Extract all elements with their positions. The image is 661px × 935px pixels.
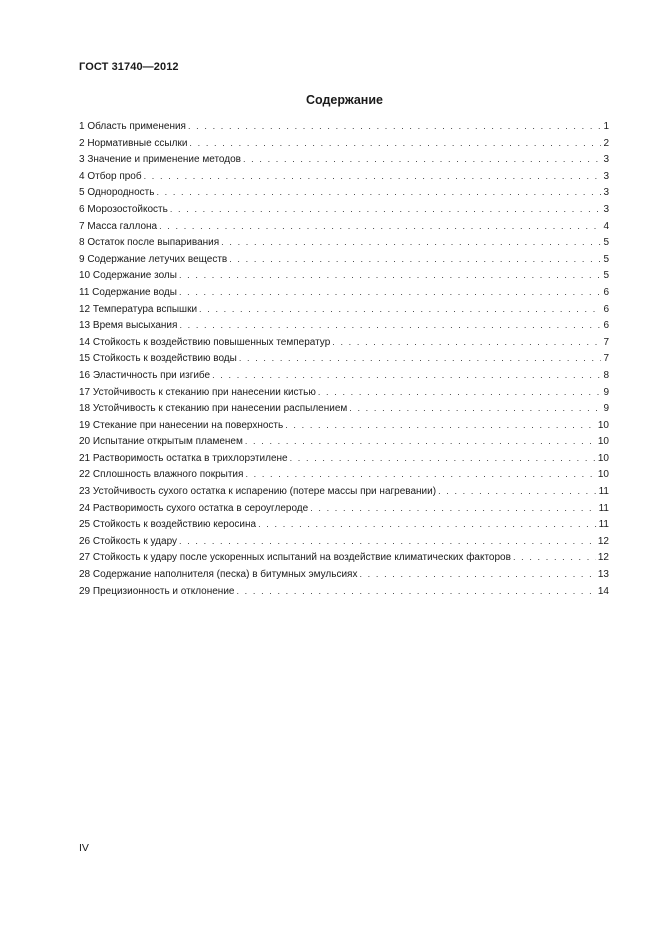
toc-entry-page: 9 [603, 386, 609, 398]
toc-entry-title: 13 Время высыхания [79, 320, 178, 332]
toc-entry-page: 6 [603, 303, 609, 315]
toc-entry-page: 8 [603, 369, 609, 381]
toc-entry-page: 5 [603, 270, 609, 282]
toc-leader-dots [236, 583, 595, 600]
toc-entry[interactable] [79, 583, 609, 600]
toc-entry-page: 6 [603, 320, 609, 332]
toc-leader-dots [243, 151, 601, 168]
toc-entry[interactable] [79, 135, 609, 152]
toc-entry-page: 3 [603, 170, 609, 182]
toc-entry-title: 22 Сплошность влажного покрытия [79, 469, 244, 481]
toc-entry-page: 3 [603, 154, 609, 166]
toc-entry-title: 25 Стойкость к воздействию керосина [79, 519, 257, 531]
toc-leader-dots [290, 450, 596, 467]
toc-leader-dots [438, 483, 597, 500]
toc-entry-title: 12 Температура вспышки [79, 303, 198, 315]
toc-leader-dots [513, 549, 596, 566]
toc-leader-dots [245, 466, 595, 483]
toc-entry[interactable] [79, 549, 609, 566]
toc-leader-dots [179, 533, 596, 550]
toc-entry-title: 15 Стойкость к воздействию воды [79, 353, 237, 365]
toc-entry-page: 12 [597, 552, 609, 564]
toc-entry-page: 7 [603, 353, 609, 365]
toc-entry[interactable] [79, 483, 609, 500]
toc-entry-page: 5 [603, 237, 609, 249]
toc-entry-title: 24 Растворимость сухого остатка в сероуглероде [79, 502, 309, 514]
toc-entry-title: 4 Отбор проб [79, 170, 142, 182]
toc-entry-title: 17 Устойчивость к стеканию при нанесении кистью [79, 386, 316, 398]
toc-leader-dots [318, 384, 602, 401]
toc-entry-page: 11 [598, 486, 609, 498]
toc-leader-dots [245, 433, 596, 450]
toc-leader-dots [310, 500, 596, 517]
toc-entry[interactable] [79, 450, 609, 467]
toc-entry-title: 5 Однородность [79, 187, 155, 199]
toc-entry-page: 3 [603, 187, 609, 199]
toc-entry-page: 9 [603, 403, 609, 415]
toc-entry-title: 23 Устойчивость сухого остатка к испарению (потере массы при нагревании) [79, 486, 437, 498]
toc-entry[interactable] [79, 267, 609, 284]
toc-entry-title: 7 Масса галлона [79, 220, 158, 232]
toc-entry[interactable] [79, 317, 609, 334]
toc-entry-title: 16 Эластичность при изгибе [79, 369, 211, 381]
toc-leader-dots [258, 516, 597, 533]
toc-entry-page: 14 [597, 585, 609, 597]
toc-leader-dots [179, 284, 601, 301]
toc-entry[interactable] [79, 367, 609, 384]
toc-leader-dots [212, 367, 601, 384]
table-of-contents [79, 118, 609, 599]
toc-entry-page: 2 [603, 137, 609, 149]
toc-entry-title: 6 Морозостойкость [79, 203, 168, 215]
toc-leader-dots [144, 168, 602, 185]
toc-entry-title: 8 Остаток после выпаривания [79, 237, 220, 249]
toc-entry-page: 6 [603, 286, 609, 298]
toc-entry[interactable] [79, 533, 609, 550]
toc-entry-title: 29 Прецизионность и отклонение [79, 585, 235, 597]
toc-entry[interactable] [79, 334, 609, 351]
toc-entry[interactable] [79, 417, 609, 434]
toc-entry-title: 9 Содержание летучих веществ [79, 253, 228, 265]
toc-leader-dots [159, 218, 601, 235]
toc-leader-dots [285, 417, 596, 434]
toc-entry[interactable] [79, 118, 609, 135]
toc-entry-page: 10 [597, 469, 609, 481]
document-code: ГОСТ 31740—2012 [79, 61, 179, 73]
toc-entry-title: 27 Стойкость к удару после ускоренных испытаний на воздействие климатических факторов [79, 552, 511, 564]
toc-entry-title: 3 Значение и применение методов [79, 154, 241, 166]
toc-entry[interactable] [79, 284, 609, 301]
toc-entry-page: 5 [603, 253, 609, 265]
toc-entry[interactable] [79, 466, 609, 483]
toc-entry[interactable] [79, 234, 609, 251]
toc-entry-title: 19 Стекание при нанесении на поверхность [79, 419, 284, 431]
toc-entry[interactable] [79, 516, 609, 533]
toc-entry[interactable] [79, 151, 609, 168]
toc-leader-dots [359, 566, 595, 583]
toc-entry-title: 14 Стойкость к воздействию повышенных температур [79, 336, 331, 348]
toc-entry-page: 11 [598, 519, 609, 531]
toc-entry[interactable] [79, 350, 609, 367]
toc-entry[interactable] [79, 218, 609, 235]
toc-entry[interactable] [79, 500, 609, 517]
toc-entry-page: 10 [597, 436, 609, 448]
toc-entry[interactable] [79, 433, 609, 450]
toc-leader-dots [179, 317, 601, 334]
toc-entry-page: 10 [597, 419, 609, 431]
toc-entry-title: 26 Стойкость к удару [79, 535, 178, 547]
toc-entry-page: 13 [597, 569, 609, 581]
toc-entry-title: 20 Испытание открытым пламенем [79, 436, 243, 448]
toc-entry[interactable] [79, 168, 609, 185]
toc-entry-page: 12 [597, 535, 609, 547]
toc-entry[interactable] [79, 251, 609, 268]
toc-leader-dots [221, 234, 601, 251]
toc-entry-page: 11 [598, 502, 609, 514]
toc-leader-dots [349, 400, 601, 417]
toc-entry-title: 1 Область применения [79, 121, 186, 132]
toc-entry-title: 10 Содержание золы [79, 270, 177, 282]
toc-entry-title: 28 Содержание наполнителя (песка) в битумных эмульсиях [79, 569, 358, 581]
toc-leader-dots [179, 267, 601, 284]
page-number: IV [79, 842, 89, 854]
toc-leader-dots [156, 184, 601, 201]
toc-leader-dots [170, 201, 602, 218]
toc-leader-dots [229, 251, 601, 268]
toc-entry[interactable] [79, 301, 609, 318]
toc-entry[interactable] [79, 566, 609, 583]
toc-entry[interactable] [79, 384, 609, 401]
toc-entry-title: 2 Нормативные ссылки [79, 137, 188, 149]
toc-leader-dots [332, 334, 601, 351]
toc-leader-dots [189, 135, 601, 152]
toc-entry-title: 21 Растворимость остатка в трихлорэтилене [79, 452, 288, 464]
toc-entry[interactable] [79, 400, 609, 417]
toc-entry-page: 3 [603, 203, 609, 215]
toc-leader-dots [199, 301, 601, 318]
toc-entry-title: 11 Содержание воды [79, 286, 177, 298]
toc-entry[interactable] [79, 184, 609, 201]
toc-entry-title: 18 Устойчивость к стеканию при нанесении распылением [79, 403, 348, 415]
toc-entry-page: 4 [603, 220, 609, 232]
toc-entry-page: 10 [597, 452, 609, 464]
toc-leader-dots [188, 118, 601, 135]
toc-entry-page: 7 [603, 336, 609, 348]
toc-entry[interactable] [79, 201, 609, 218]
toc-title: Содержание [305, 93, 383, 107]
toc-leader-dots [239, 350, 602, 367]
toc-entry-page: 1 [603, 121, 609, 132]
